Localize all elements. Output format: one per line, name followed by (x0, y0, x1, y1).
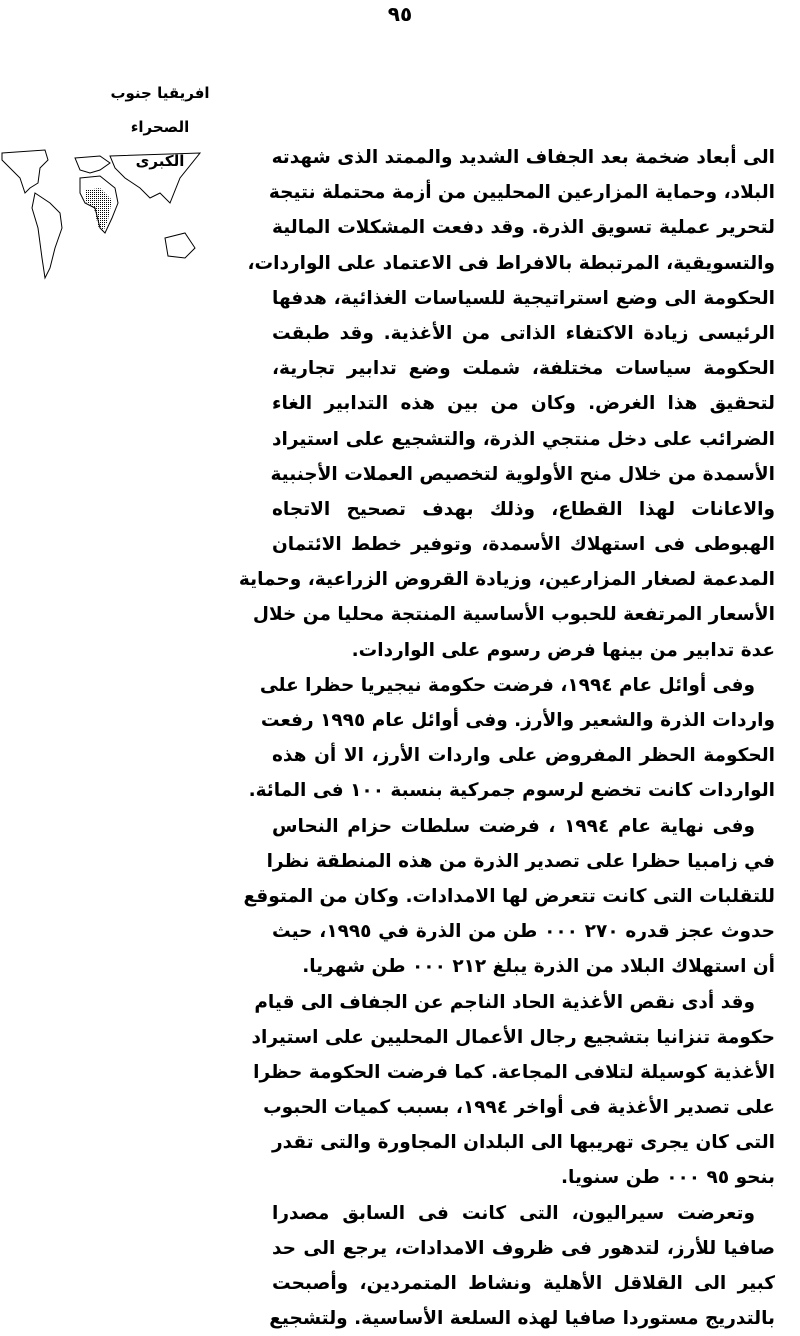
text-line: حكومة تنزانيا بتشجيع رجال الأعمال المحليين على استيراد (251, 1026, 775, 1048)
text-line: الأغذية كوسيلة لتلافى المجاعة. كما فرضت الحكومة حظرا (253, 1061, 775, 1083)
text-line: الحكومة الى وضع استراتيجية للسياسات الغذائية، هدفها (272, 287, 775, 309)
text-line: الضرائب على دخل منتجي الذرة، والتشجيع على استيراد (272, 428, 775, 450)
text-line: البلاد، وحماية المزارعين المحليين من أزمة محتملة نتيجة (268, 182, 775, 204)
text-line: وقد أدى نقص الأغذية الحاد الناجم عن الجفاف الى قيام (254, 991, 755, 1013)
text-line: وتعرضت سيراليون، التى كانت فى السابق مصدرا (272, 1202, 755, 1224)
text-line: الحكومة سياسات مختلفة، شملت وضع تدابير تجارية، (272, 358, 775, 380)
world-map-icon (0, 148, 210, 288)
text-line: الرئيسى زيادة الاكتفاء الذاتى من الأغذية. وقد طبقت (272, 322, 775, 344)
body-text (238, 140, 775, 1336)
text-line: في زامبيا حظرا على تصدير الذرة من هذه المنطقة نظرا (266, 850, 775, 872)
text-line: عدة تدابير من بينها فرض رسوم على الواردات. (351, 639, 775, 661)
text-line: الواردات كانت تخضع لرسوم جمركية بنسبة ١٠٠ فى المائة. (248, 780, 775, 802)
text-line: على تصدير الأغذية فى أواخر ١٩٩٤، بسبب كميات الحبوب (263, 1097, 775, 1119)
text-line: بنحو ٩٥ ٠٠٠ طن سنويا. (560, 1167, 775, 1189)
text-line: واردات الذرة والشعير والأرز. وفى أوائل عام ١٩٩٥ رفعت (260, 710, 775, 731)
text-line: للتقلبات التى كانت تتعرض لها الامدادات. وكان من المتوقع (243, 885, 775, 907)
text-line: لتحقيق هذا الغرض. وكان من بين هذه التدابير الغاء (272, 393, 775, 415)
text-line: والتسويقية، المرتبطة بالافراط فى الاعتماد على الواردات، (247, 252, 775, 274)
text-line: أن استهلاك البلاد من الذرة يبلغ ٢١٢ ٠٠٠ طن شهريا. (302, 956, 775, 978)
text-line: الأسمدة من خلال منح الأولوية لتخصيص العملات الأجنبية (270, 463, 775, 485)
text-line: الى أبعاد ضخمة بعد الجفاف الشديد والممتد الذى شهدته (271, 147, 775, 168)
region-title-line: الكبرى (135, 152, 185, 170)
text-line: الهبوطى فى استهلاك الأسمدة، وتوفير خطط الائتمان (272, 534, 775, 556)
text-line: والاعانات لهذا القطاع، وذلك بهدف تصحيح الاتجاه (272, 498, 775, 520)
text-line: وفى أوائل عام ١٩٩٤، فرضت حكومة نيجيريا حظرا على (259, 674, 755, 696)
text-line: التى كان يجرى تهريبها الى البلدان المجاورة والتى تقدر (272, 1132, 775, 1154)
text-line: صافيا للأرز، لتدهور فى ظروف الامدادات، يرجع الى حد (272, 1237, 775, 1259)
text-line: لتحرير عملية تسويق الذرة. وقد دفعت المشكلات المالية (272, 217, 775, 239)
region-title-line: افريقيا جنوب الصحراء (110, 84, 210, 136)
page-number: ٩٥ (387, 2, 413, 26)
text-line: المدعمة لصغار المزارعين، وزيادة القروض الزراعية، وحماية (238, 569, 775, 591)
text-line: بالتدريج مستوردا صافيا لهذه السلعة الأساسية. ولتشجيع (269, 1308, 775, 1330)
text-line: كبير الى القلاقل الأهلية ونشاط المتمردين، وأصبحت (272, 1273, 775, 1294)
text-line: وفى نهاية عام ١٩٩٤ ، فرضت سلطات حزام النحاس (272, 815, 755, 837)
text-line: حدوث عجز قدره ٢٧٠ ٠٠٠ طن من الذرة في ١٩٩٥، حيث (272, 921, 775, 943)
text-line: الحكومة الحظر المفروض على واردات الأرز، الا أن هذه (272, 745, 775, 767)
text-line: الأسعار المرتفعة للحبوب الأساسية المنتجة محليا من خلال (252, 604, 775, 626)
